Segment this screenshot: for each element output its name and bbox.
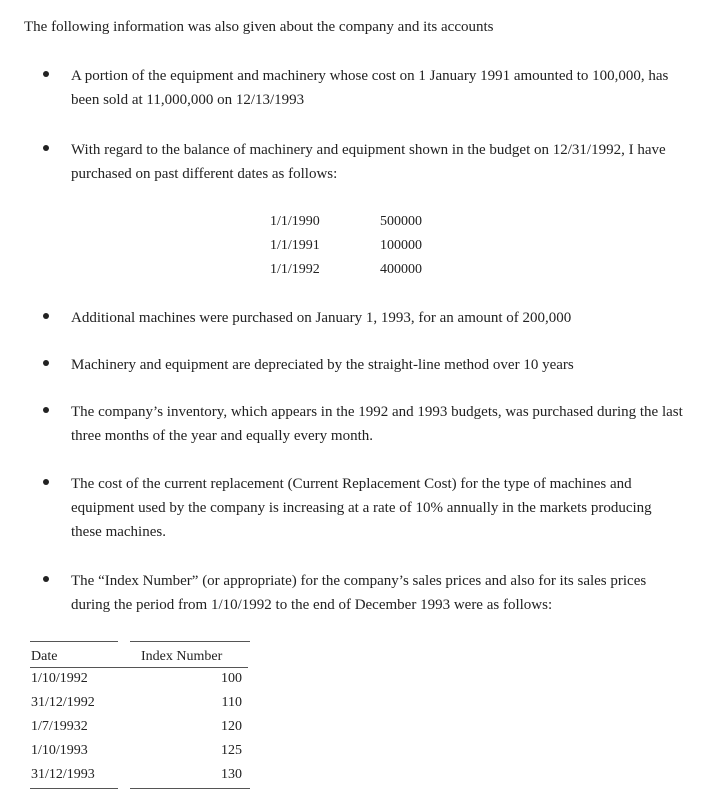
purchase-list xyxy=(270,210,460,282)
row-date: 1/10/1993 xyxy=(31,743,88,758)
bullet-item xyxy=(43,569,683,617)
intro-text: The following information was also given about the company and its accounts xyxy=(24,19,494,35)
row-date: 1/10/1992 xyxy=(31,671,88,686)
purchase-row xyxy=(270,234,460,258)
purchase-amount: 400000 xyxy=(380,262,422,277)
table-top-rule xyxy=(130,641,250,642)
row-index: 130 xyxy=(221,767,242,782)
bullet-dot xyxy=(43,407,49,413)
purchase-amount: 500000 xyxy=(380,214,422,229)
row-date: 31/12/1993 xyxy=(31,767,95,782)
table-bottom-rule xyxy=(130,788,250,789)
row-date: 1/7/19932 xyxy=(31,719,88,734)
bullet-dot xyxy=(43,313,49,319)
bullet-item xyxy=(43,353,683,377)
purchase-row xyxy=(270,210,460,234)
bullet-text: Machinery and equipment are depreciated by the straight-line method over 10 years xyxy=(71,357,574,373)
header-date: Date xyxy=(31,649,58,664)
bullet-item xyxy=(43,400,683,448)
bullet-dot xyxy=(43,145,49,151)
row-index: 100 xyxy=(221,671,242,686)
bullet-item xyxy=(43,138,683,186)
table-row xyxy=(30,739,250,763)
purchase-row xyxy=(270,258,460,282)
bullet-text: The “Index Number” (or appropriate) for the company’s sales prices and also for its sales prices during the period from 1/10/1992 to the end of December 1993 were as follows: xyxy=(71,573,647,613)
purchase-date: 1/1/1990 xyxy=(270,214,320,229)
bullet-item xyxy=(43,64,683,112)
bullet-text: A portion of the equipment and machinery whose cost on 1 January 1991 amounted to 100,000, has been sold at 11,000,000 on 12/13/1993 xyxy=(71,68,669,108)
table-row xyxy=(30,715,250,739)
purchase-amount: 100000 xyxy=(380,238,422,253)
header-index-number: Index Number xyxy=(141,649,223,664)
bullet-dot xyxy=(43,479,49,485)
bullet-item xyxy=(43,306,683,330)
row-index: 110 xyxy=(221,695,242,710)
table-bottom-rule xyxy=(30,788,118,789)
row-index: 120 xyxy=(221,719,242,734)
table-row xyxy=(30,667,250,691)
row-index: 125 xyxy=(221,743,242,758)
bullet-text: With regard to the balance of machinery and equipment shown in the budget on 12/31/1992, I have purchased on past different dates as follows: xyxy=(71,142,666,182)
table-body xyxy=(30,667,250,787)
purchase-date: 1/1/1992 xyxy=(270,262,320,277)
table-row xyxy=(30,691,250,715)
bullet-text: The company’s inventory, which appears in the 1992 and 1993 budgets, was purchased during the last three months of the year and equally every month. xyxy=(71,404,683,444)
row-date: 31/12/1992 xyxy=(31,695,95,710)
bullet-dot xyxy=(43,71,49,77)
bullet-dot xyxy=(43,576,49,582)
bullet-text: The cost of the current replacement (Current Replacement Cost) for the type of machines and equipment used by the company is increasing at a rate of 10% annually in the markets producing these machines. xyxy=(71,476,652,540)
table-top-rule xyxy=(30,641,118,642)
purchase-date: 1/1/1991 xyxy=(270,238,320,253)
bullet-dot xyxy=(43,360,49,366)
bullet-item xyxy=(43,472,683,544)
bullet-text: Additional machines were purchased on January 1, 1993, for an amount of 200,000 xyxy=(71,310,572,326)
table-row xyxy=(30,763,250,787)
